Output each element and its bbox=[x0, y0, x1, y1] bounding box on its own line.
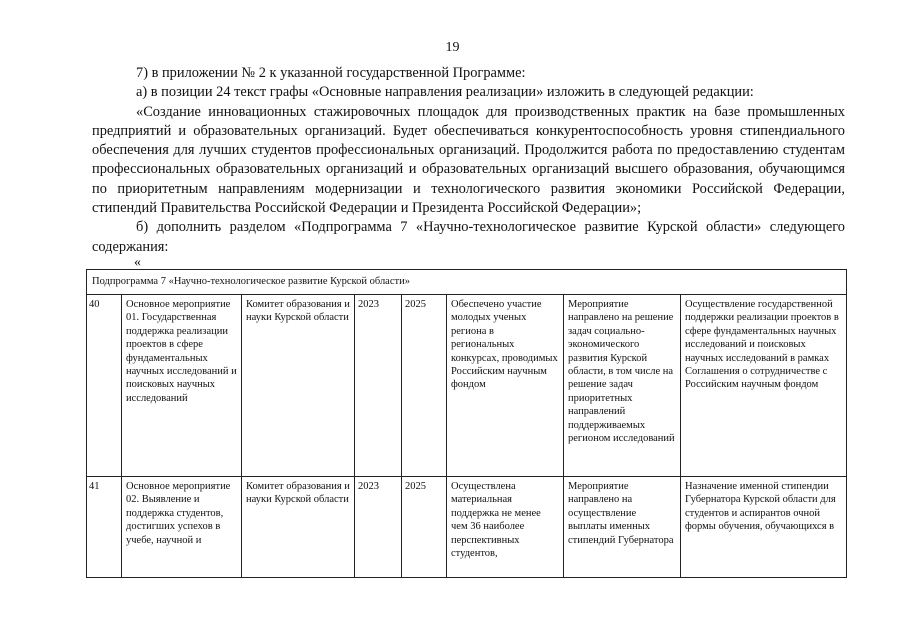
quote-open-mark: « bbox=[134, 255, 141, 270]
body-text bbox=[92, 64, 845, 257]
table-row bbox=[87, 295, 847, 477]
table-row bbox=[87, 477, 847, 578]
cell-executor: Комитет образования и науки Курской области bbox=[242, 295, 355, 477]
cell-event-name: Основное мероприятие 01. Государственная поддержка реализации проектов в сфере фундаментальных научных исследований и поисковых научных исследований bbox=[122, 295, 242, 477]
cell-start-year: 2023 bbox=[355, 477, 402, 578]
paragraph-subitem-b: б) дополнить разделом «Подпрограмма 7 «Научно-технологическое развитие Курской области» следующего содержания: bbox=[92, 219, 845, 255]
cell-main-directions: Назначение именной стипендии Губернатора Курской области для студентов и аспирантов очной формы обучения, обучающихся в bbox=[681, 477, 847, 578]
cell-expected-result: Обеспечено участие молодых ученых региона в региональных конкурсах, проводимых Российским научным фондом bbox=[447, 295, 564, 477]
cell-goal-link: Мероприятие направлено на осуществление выплаты именных стипендий Губернатора bbox=[564, 477, 681, 578]
page-number: 19 bbox=[445, 40, 460, 55]
cell-expected-result: Осуществлена материальная поддержка не менее чем 36 наиболее перспективных студентов, bbox=[447, 477, 564, 578]
table-section-header bbox=[87, 270, 847, 295]
cell-start-year: 2023 bbox=[355, 295, 402, 477]
cell-number: 41 bbox=[87, 477, 122, 578]
subprogram-table bbox=[86, 269, 847, 578]
cell-main-directions: Осуществление государственной поддержки реализации проектов в сфере фундаментальных научных исследований и поисковых научных исследований в рамках Соглашения о сотрудничестве с Российским научным фондом bbox=[681, 295, 847, 477]
paragraph-subitem-a: а) в позиции 24 текст графы «Основные направления реализации» изложить в следующей редакции: bbox=[136, 84, 754, 101]
paragraph-quoted-text: «Создание инновационных стажировочных площадок для производственных практик на базе промышленных предприятий и образовательных организаций. Будет обеспечиваться конкурентоспособность уровня стипендиального обеспечения для лучших студентов профессиональных организаций. Продолжится работа по предоставлению студентам профессиональных образовательных организаций и образовательных организаций высшего образования, обучающимся по приоритетным направлениям модернизации и технологического развития экономики Российской Федерации, стипендий Правительства Российской Федерации и Президента Российской Федерации»; bbox=[92, 103, 845, 217]
cell-goal-link: Мероприятие направлено на решение задач социально-экономического развития Курской области, в том числе на решение задач приоритетных направлений поддерживаемых регионом исследований bbox=[564, 295, 681, 477]
cell-event-name: Основное мероприятие 02. Выявление и поддержка студентов, достигших успехов в учебе, научной и bbox=[122, 477, 242, 578]
cell-end-year: 2025 bbox=[402, 477, 447, 578]
subprogram-title: Подпрограмма 7 «Научно-технологическое развитие Курской области» bbox=[87, 270, 847, 295]
cell-number: 40 bbox=[87, 295, 122, 477]
paragraph-item-7: 7) в приложении № 2 к указанной государственной Программе: bbox=[136, 65, 526, 81]
cell-end-year: 2025 bbox=[402, 295, 447, 477]
cell-executor: Комитет образования и науки Курской области bbox=[242, 477, 355, 578]
